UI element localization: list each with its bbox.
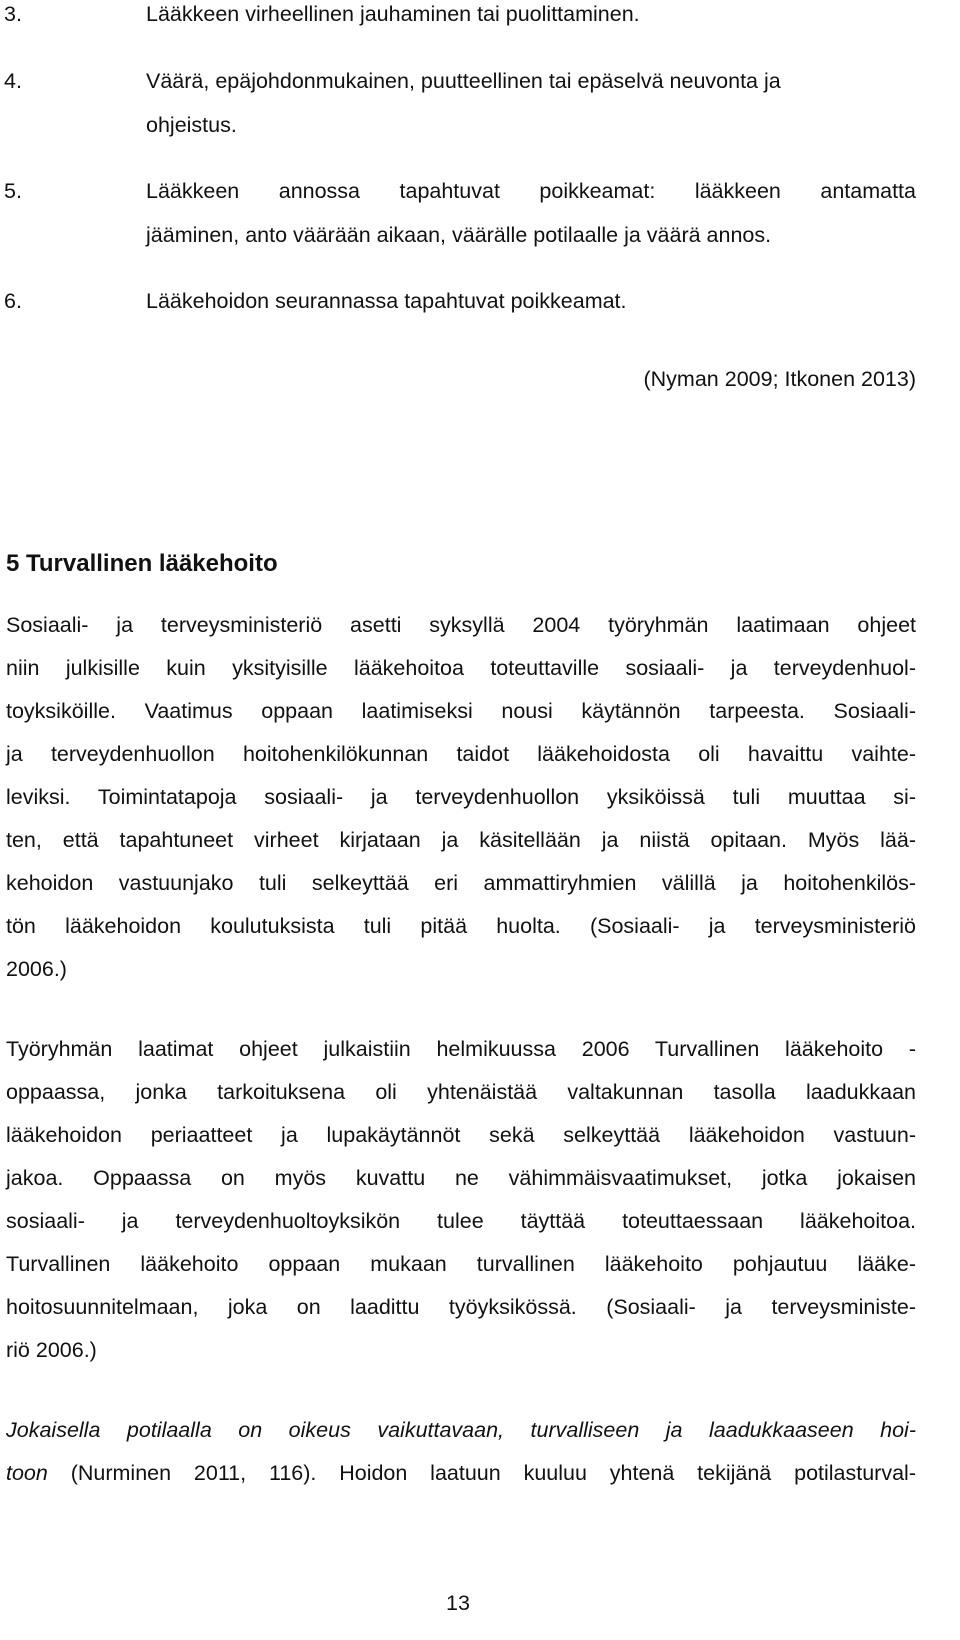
paragraph-line: Työryhmän laatimat ohjeet julkaistiin helmikuussa 2006 Turvallinen lääkehoito -	[6, 1037, 916, 1061]
paragraph-line: Sosiaali- ja terveysministeriö asetti syksyllä 2004 työryhmän laatimaan ohjeet	[6, 613, 916, 637]
paragraph-line: riö 2006.)	[6, 1338, 97, 1362]
paragraph-line: Turvallinen lääkehoito oppaan mukaan turvallinen lääkehoito pohjautuu lääke-	[6, 1252, 916, 1276]
list-number: 3.	[4, 2, 22, 26]
list-item-text: Lääkehoidon seurannassa tapahtuvat poikkeamat.	[146, 289, 627, 313]
text-fragment: (Nurminen 2011, 116). Hoidon laatuun kuuluu yhtenä tekijänä potilasturval-	[47, 1461, 916, 1485]
italic-fragment: toon	[6, 1461, 48, 1485]
paragraph-line: kehoidon vastuunjako tuli selkeyttää eri ammattiryhmien välillä ja hoitohenkilös-	[6, 871, 916, 895]
section-heading: 5 Turvallinen lääkehoito	[6, 550, 278, 577]
list-item-text: Lääkkeen annossa tapahtuvat poikkeamat: lääkkeen antamatta	[146, 179, 916, 203]
paragraph-line: sosiaali- ja terveydenhuoltoyksikön tulee täyttää toteuttaessaan lääkehoitoa.	[6, 1209, 916, 1233]
list-number: 5.	[4, 179, 22, 203]
paragraph-line: 2006.)	[6, 957, 67, 981]
list-item-text: Väärä, epäjohdonmukainen, puutteellinen tai epäselvä neuvonta ja	[146, 69, 781, 93]
paragraph-line: hoitosuunnitelmaan, joka on laadittu työyksikössä. (Sosiaali- ja terveysministe-	[6, 1295, 916, 1319]
paragraph-line: lääkehoidon periaatteet ja lupakäytännöt sekä selkeyttää lääkehoidon vastuun-	[6, 1123, 916, 1147]
list-number: 4.	[4, 69, 22, 93]
list-item-text: Lääkkeen virheellinen jauhaminen tai puolittaminen.	[146, 2, 640, 26]
paragraph-line: oppaassa, jonka tarkoituksena oli yhtenäistää valtakunnan tasolla laadukkaan	[6, 1080, 916, 1104]
list-item-text: ohjeistus.	[146, 113, 237, 137]
paragraph-line: niin julkisille kuin yksityisille lääkehoitoa toteuttaville sosiaali- ja terveydenhuol-	[6, 656, 916, 680]
citation: (Nyman 2009; Itkonen 2013)	[643, 367, 916, 391]
paragraph-line-italic: Jokaisella potilaalla on oikeus vaikuttavaan, turvalliseen ja laadukkaaseen hoi-	[6, 1418, 916, 1442]
paragraph-line: leviksi. Toimintatapoja sosiaali- ja terveydenhuollon yksiköissä tuli muuttaa si-	[6, 785, 916, 809]
paragraph-line: toyksiköille. Vaatimus oppaan laatimiseksi nousi käytännön tarpeesta. Sosiaali-	[6, 699, 916, 723]
paragraph-line: ten, että tapahtuneet virheet kirjataan ja käsitellään ja niistä opitaan. Myös lää-	[6, 828, 916, 852]
paragraph-line: ja terveydenhuollon hoitohenkilökunnan taidot lääkehoidosta oli havaittu vaihte-	[6, 742, 916, 766]
paragraph-line: jakoa. Oppaassa on myös kuvattu ne vähimmäisvaatimukset, jotka jokaisen	[6, 1166, 916, 1190]
list-item-text: jääminen, anto väärään aikaan, väärälle potilaalle ja väärä annos.	[146, 223, 772, 247]
page-number: 13	[446, 1591, 470, 1615]
list-number: 6.	[4, 289, 22, 313]
paragraph-line	[6, 1459, 916, 1487]
paragraph-line: tön lääkehoidon koulutuksista tuli pitää huolta. (Sosiaali- ja terveysministeriö	[6, 914, 916, 938]
